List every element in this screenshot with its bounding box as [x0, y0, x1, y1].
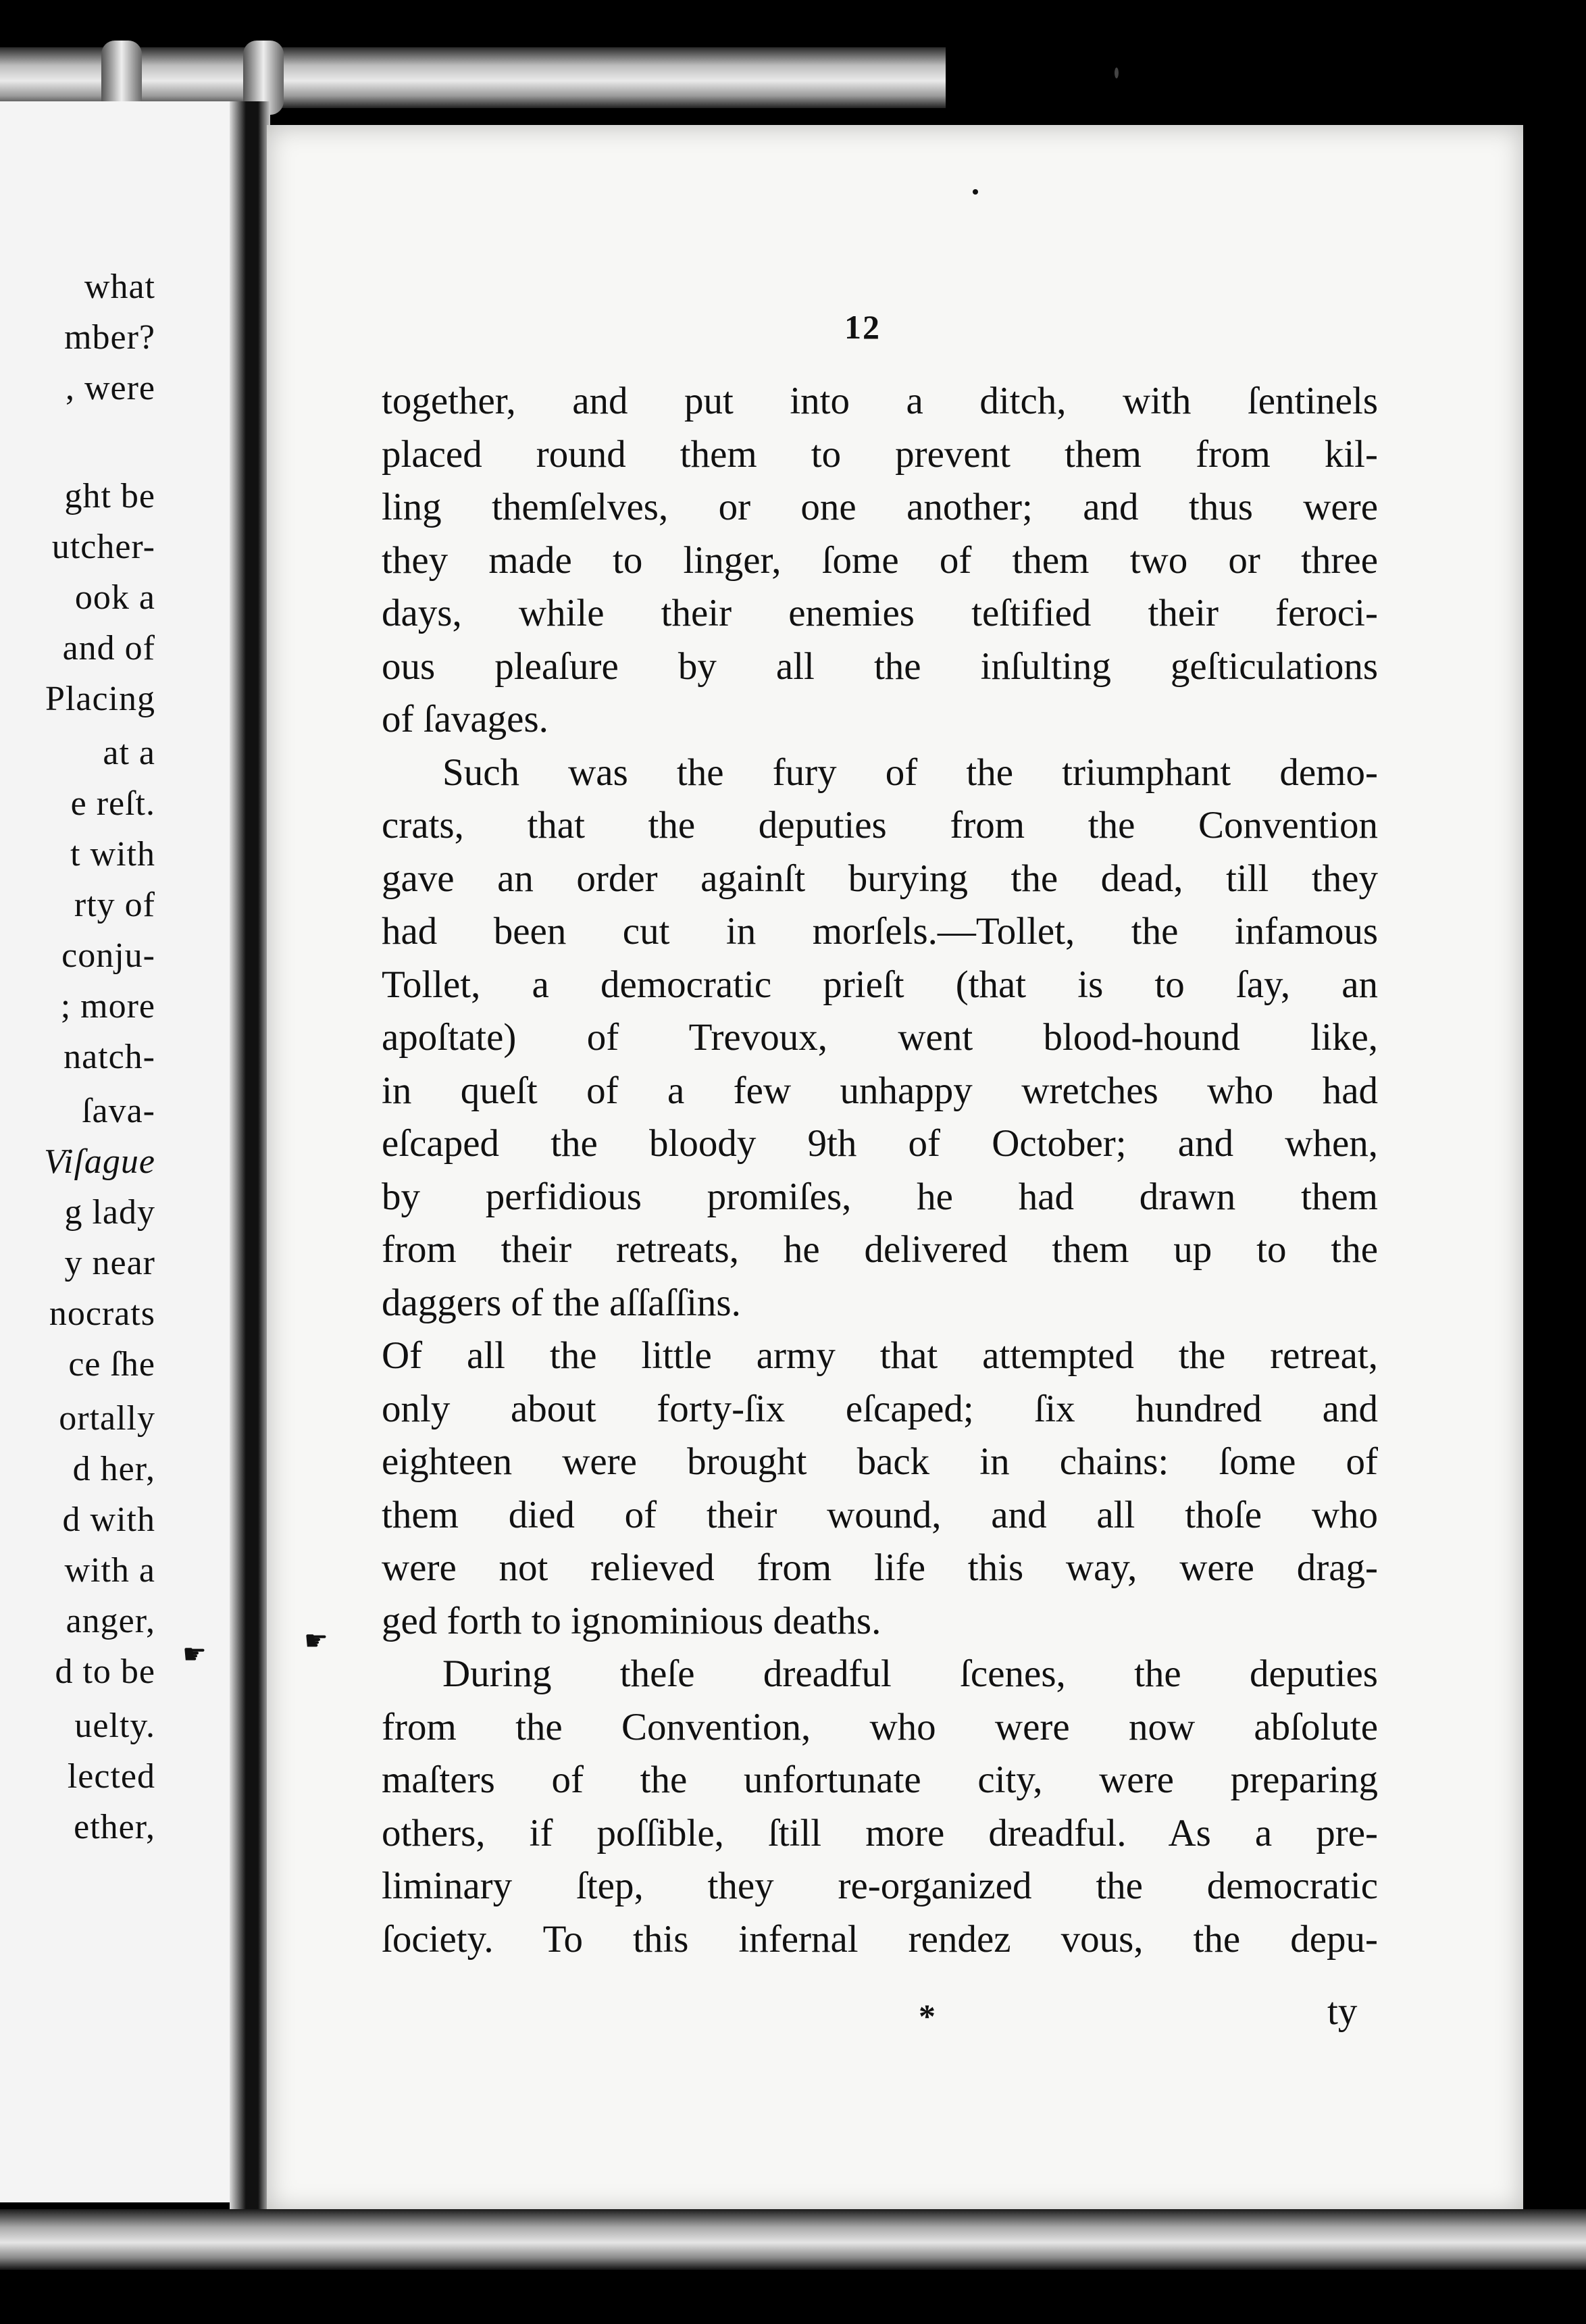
text-line: Such was the fury of the triumphant demo- [442, 751, 1378, 794]
ink-speck [973, 189, 978, 195]
text-line: Tollet, a democratic prieſt (that is to ſay, an [382, 963, 1378, 1006]
binding-band-top [0, 47, 946, 108]
text-line: only about forty-ſix eſcaped; ſix hundred and [382, 1387, 1378, 1430]
left-line: nocrats [49, 1294, 155, 1333]
text-line: apoſtate) of Trevoux, went blood-hound like, [382, 1016, 1378, 1059]
text-line: ous pleaſure by all the inſulting geſticulations [382, 645, 1378, 688]
left-line: anger, [66, 1602, 155, 1640]
pointing-hand-mark: ☛ [304, 1625, 328, 1656]
left-line: ether, [74, 1808, 155, 1846]
text-line: gave an order againſt burying the dead, till they [382, 857, 1378, 900]
catchword: ty [1327, 1990, 1358, 2033]
left-line: conju- [61, 936, 155, 975]
text-line: they made to linger, ſome of them two or three [382, 538, 1378, 582]
signature-mark: * [919, 1997, 936, 2035]
left-line: ; more [60, 987, 155, 1026]
text-line: days, while their enemies teſtified their feroci- [382, 592, 1378, 634]
text-line: them died of their wound, and all thoſe who [382, 1493, 1378, 1536]
left-line: utcher- [51, 528, 155, 566]
ink-speck [1115, 68, 1119, 78]
text-line: ſociety. To this infernal rendez vous, the depu- [382, 1917, 1378, 1961]
left-line: mber? [64, 318, 155, 357]
left-line: lected [67, 1757, 155, 1796]
text-line: daggers of the aſſaſſins. [382, 1281, 741, 1324]
text-line: of ſavages. [382, 698, 548, 740]
text-line: placed round them to prevent them from kil- [382, 432, 1378, 476]
left-line: what [84, 268, 155, 306]
left-line: rty of [74, 886, 155, 924]
left-line: ook a [74, 578, 155, 617]
text-line: eighteen were brought back in chains: ſome of [382, 1440, 1378, 1483]
text-line: eſcaped the bloody 9th of October; and when, [382, 1122, 1378, 1165]
text-line: together, and put into a ditch, with ſentinels [382, 380, 1378, 422]
pointing-hand-mark: ☛ [182, 1639, 207, 1669]
body-text [382, 375, 1378, 1966]
left-line: ght be [64, 477, 155, 515]
page-number: 12 [844, 308, 881, 346]
left-line: , were [65, 369, 155, 407]
left-line: natch- [63, 1038, 155, 1076]
binding-band-bottom [0, 2209, 1586, 2270]
text-line: ged forth to ignominious deaths. [382, 1599, 881, 1642]
text-line: were not relieved from life this way, were drag- [382, 1546, 1378, 1589]
left-line: d with [62, 1500, 155, 1539]
book-gutter [230, 101, 270, 2236]
left-line: with a [64, 1551, 155, 1590]
text-line: others, if poſſible, ſtill more dreadful. As a pre- [382, 1811, 1378, 1854]
text-line: ling themſelves, or one another; and thus were [382, 486, 1378, 528]
text-line: from their retreats, he delivered them up to the [382, 1228, 1378, 1271]
left-line: Viſague [44, 1142, 155, 1181]
left-line: Placing [45, 680, 155, 718]
left-line: y near [64, 1244, 155, 1282]
left-line: and of [62, 629, 155, 667]
left-line: d her, [72, 1450, 155, 1488]
text-line: in queſt of a few unhappy wretches who had [382, 1069, 1378, 1112]
text-line: maſters of the unfortunate city, were preparing [382, 1759, 1378, 1801]
left-line: t with [70, 835, 155, 874]
left-line: ce ſhe [68, 1345, 155, 1384]
left-line: g lady [64, 1193, 155, 1232]
left-line: e reſt. [70, 784, 155, 823]
text-line: had been cut in morſels.—Tollet, the infamous [382, 910, 1378, 953]
left-line: at a [103, 734, 155, 772]
left-line: ortally [59, 1399, 155, 1438]
text-line: from the Convention, who were now abſolute [382, 1705, 1378, 1748]
left-line: d to be [55, 1652, 155, 1691]
left-line: uelty. [74, 1707, 155, 1745]
text-line: Of all the little army that attempted the retreat, [382, 1334, 1378, 1377]
facing-page-fragment [0, 101, 257, 2202]
text-line: liminary ſtep, they re-organized the democratic [382, 1865, 1378, 1907]
text-line: During theſe dreadful ſcenes, the deputies [442, 1652, 1378, 1695]
left-line: ſava- [82, 1092, 155, 1130]
text-line: by perfidious promiſes, he had drawn them [382, 1175, 1378, 1218]
text-line: crats, that the deputies from the Convention [382, 804, 1378, 847]
